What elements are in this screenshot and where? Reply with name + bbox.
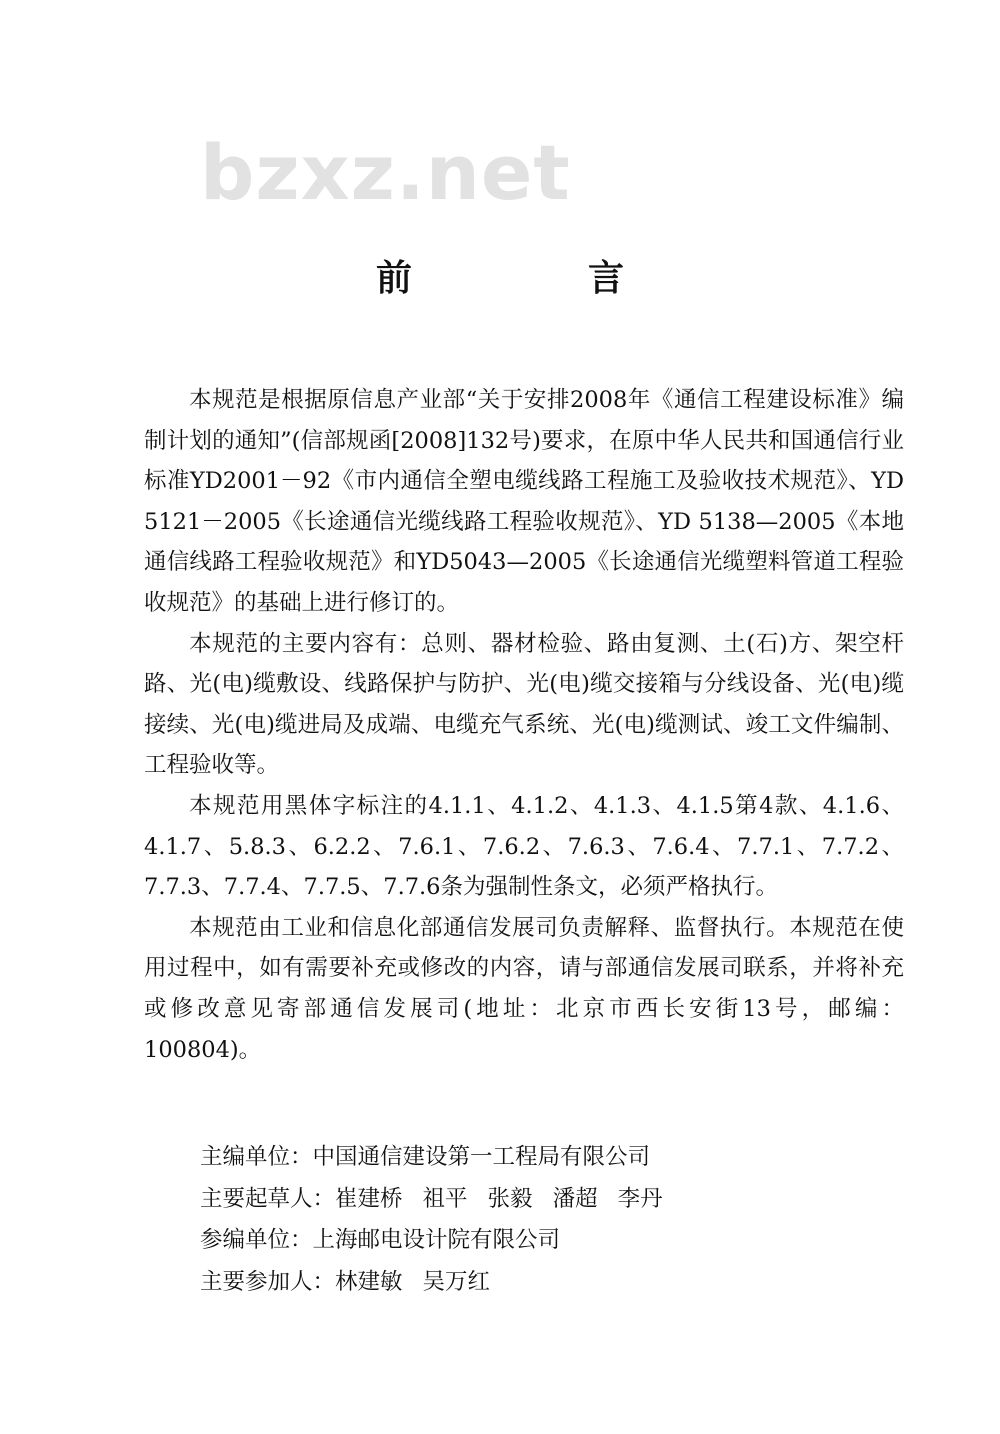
paragraph-mandatory-clauses: 本规范用黑体字标注的4.1.1、4.1.2、4.1.3、4.1.5第4款、4.1.6、4.1.7、5.8.3、6.2.2、7.6.1、7.6.2、7.6.3、7.6.4、7.7.1、7.7.2、7.7.3、7.7.4、7.7.5、7.7.6条为强制性条文，必须严格执行。 bbox=[144, 792, 904, 901]
page-title: 前 言 bbox=[375, 257, 694, 299]
drafter-name: 潘超 bbox=[552, 1185, 598, 1212]
main-participants bbox=[200, 1262, 663, 1304]
paragraph-interpretation: 本规范由工业和信息化部通信发展司负责解释、监督执行。本规范在使用过程中，如有需要补充或修改的内容，请与部通信发展司联系，并将补充或修改意见寄部通信发展司(地址：北京市西长安街13号，邮编：100804)。 bbox=[144, 914, 904, 1063]
main-participants-label: 主要参加人： bbox=[200, 1268, 336, 1295]
drafter-name: 张毅 bbox=[487, 1185, 533, 1212]
preface-body bbox=[144, 380, 904, 1070]
drafter-name: 李丹 bbox=[617, 1185, 663, 1212]
chief-editing-unit: 主编单位：中国通信建设第一工程局有限公司 bbox=[200, 1144, 651, 1170]
participant-name: 吴万红 bbox=[422, 1268, 491, 1295]
paragraph-contents: 本规范的主要内容有：总则、器材检验、路由复测、土(石)方、架空杆路、光(电)缆敷设、线路保护与防护、光(电)缆交接箱与分线设备、光(电)缆接续、光(电)缆进局及成端、电缆充气系统、光(电)缆测试、竣工文件编制、工程验收等。 bbox=[144, 630, 904, 779]
main-drafters-label: 主要起草人： bbox=[200, 1185, 336, 1212]
participant-name: 林建敏 bbox=[335, 1268, 403, 1295]
drafter-name: 祖平 bbox=[422, 1185, 468, 1212]
paragraph-basis: 本规范是根据原信息产业部“关于安排2008年《通信工程建设标准》编制计划的通知”(信部规函[2008]132号)要求，在原中华人民共和国通信行业标准YD2001－92《市内通信全塑电缆线路工程施工及验收技术规范》、YD 5121－2005《长途通信光缆线路工程验收规范》、YD 5138—2005《本地通信线路工程验收规范》和YD5043—2005《长途通信光缆塑料管道工程验收规范》的基础上进行修订的。 bbox=[144, 387, 904, 616]
credits-block bbox=[200, 1137, 663, 1303]
drafter-name: 崔建桥 bbox=[335, 1185, 403, 1212]
participating-unit: 参编单位：上海邮电设计院有限公司 bbox=[200, 1227, 561, 1253]
main-drafters bbox=[200, 1179, 663, 1221]
watermark: bzxz.net bbox=[200, 128, 571, 217]
